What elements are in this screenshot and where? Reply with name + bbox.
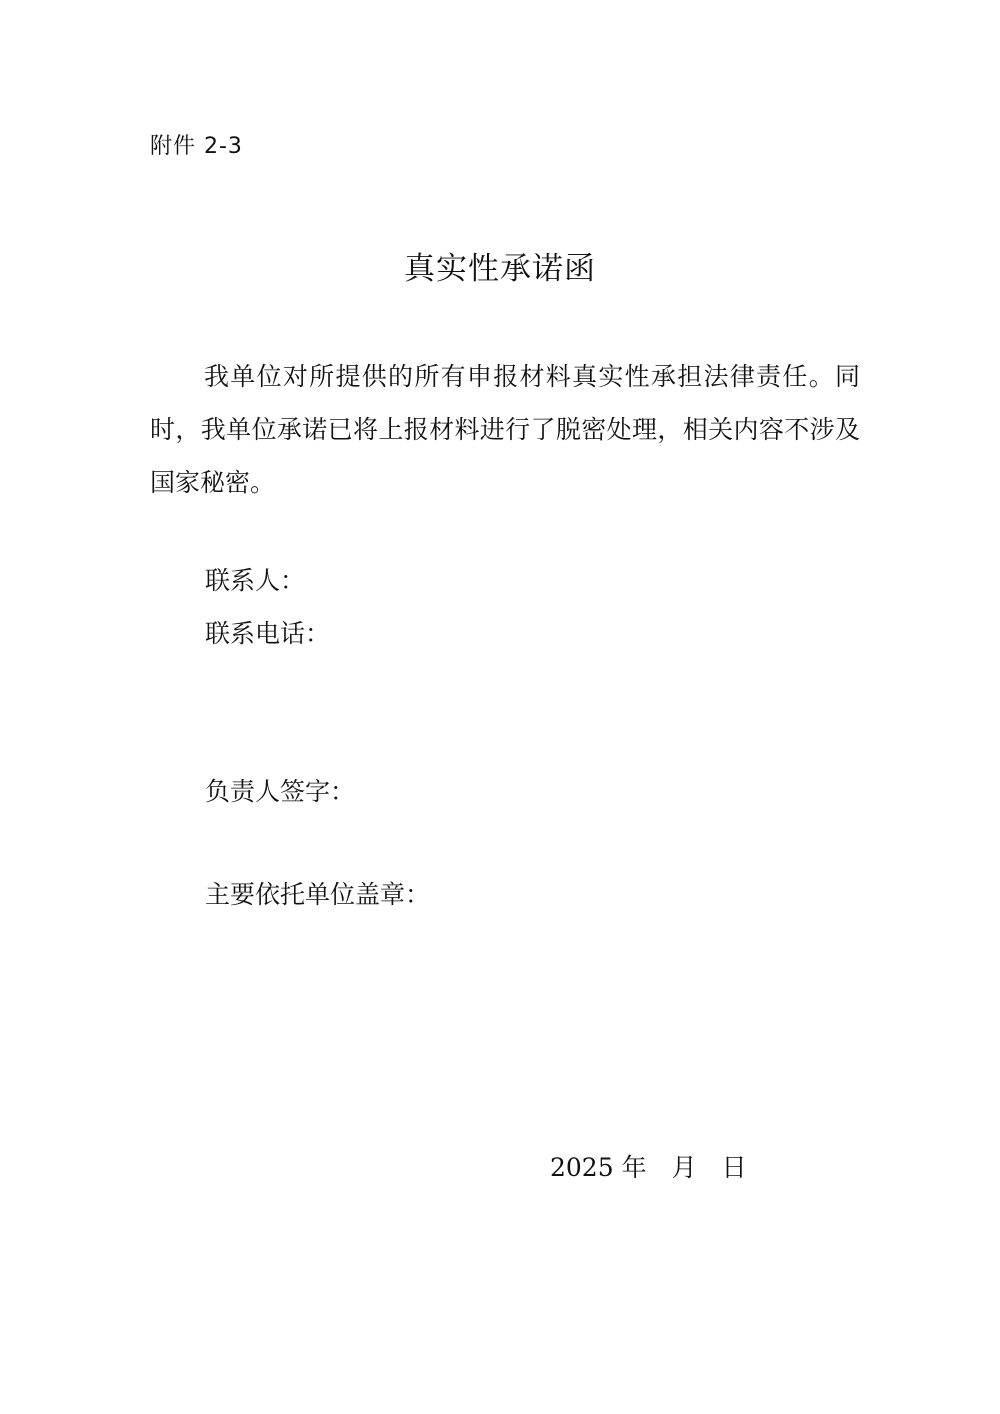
document-title: 真实性承诺函: [404, 251, 596, 287]
contact-phone-label: 联系电话：: [205, 619, 331, 648]
contact-person-label: 联系人：: [205, 566, 306, 595]
date-line: [550, 1150, 747, 1186]
attachment-label: 附件 2-3: [150, 134, 243, 159]
date-rest: 年 月 日: [613, 1153, 747, 1182]
seal-label: 主要依托单位盖章：: [205, 880, 431, 909]
date-year: 2025: [550, 1153, 614, 1182]
signature-label: 负责人签字：: [205, 777, 356, 806]
commitment-body: 我单位对所提供的所有申报材料真实性承担法律责任。同时，我单位承诺已将上报材料进行了脱密处理，相关内容不涉及国家秘密。: [150, 362, 860, 497]
